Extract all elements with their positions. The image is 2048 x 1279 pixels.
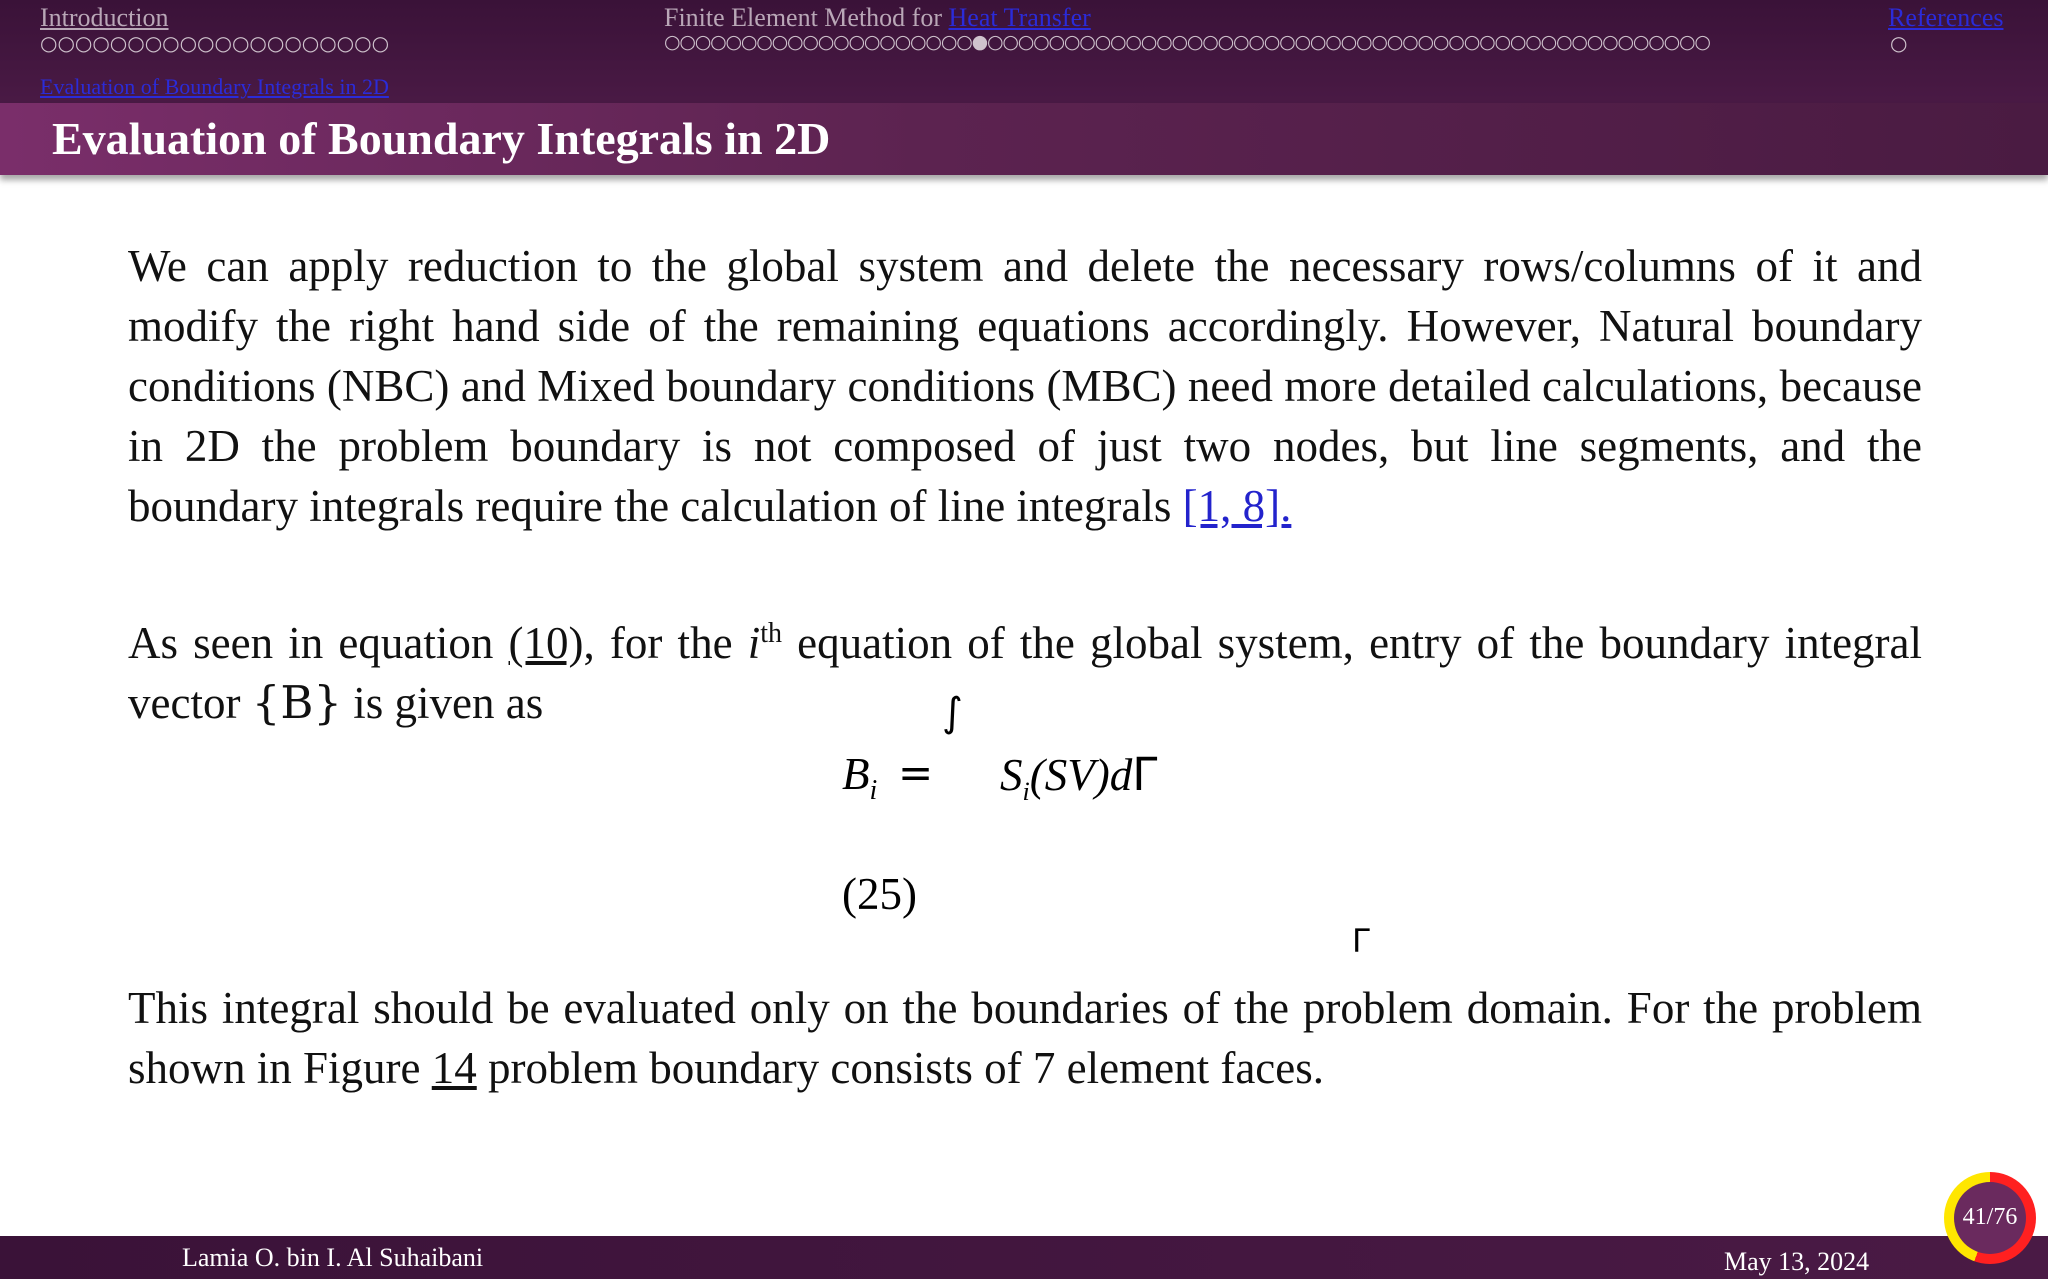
- i-variable: i: [747, 618, 761, 668]
- page-number: 41/76: [1962, 1204, 2018, 1230]
- nav-section-main[interactable]: [664, 3, 1091, 33]
- paragraph-post: is given as: [342, 678, 544, 728]
- vector-b: {B}: [251, 676, 343, 729]
- paragraph-reduction-text: We can apply reduction to the global system and delete the necessary rows/columns of it and modify the right hand side of the remaining equations accordingly. However, Natural boundary conditions (NBC) and Mixed boundary conditions (MBC) need more detailed calculations, because in 2D the problem boundary is not composed of just two nodes, but line segments, and the boundary integrals require the calculation of line integrals: [128, 241, 1922, 531]
- equation-reference-link[interactable]: (10),: [508, 618, 595, 668]
- integrand-subscript: i: [1022, 777, 1030, 806]
- nav-progress-dots-introduction[interactable]: ○○○○○○○○○○○○○○○○○○○○: [40, 31, 390, 55]
- nav-subsection-link[interactable]: Evaluation of Boundary Integrals in 2D: [40, 74, 389, 99]
- paragraph-figure-description: [128, 978, 1922, 1098]
- nav-main-link[interactable]: Heat Transfer: [948, 3, 1091, 32]
- figure-reference-link[interactable]: 14: [431, 1043, 477, 1093]
- footer-date: May 13, 2024: [1724, 1247, 1870, 1276]
- paragraph-boundary-vector: [128, 604, 1922, 733]
- paragraph-reduction: [128, 236, 1922, 536]
- equation-lhs: [842, 748, 877, 807]
- paragraph3-post: problem boundary consists of 7 element faces.: [476, 1043, 1325, 1093]
- gamma-symbol: Γ: [1132, 748, 1158, 801]
- nav-progress-dots-main[interactable]: ○○○○○○○○○○○○○○○○○○○○●○○○○○○○○○○○○○○○○○○○○○○○○○○○○○○○○○○○○○○○○○○○○○○○: [664, 31, 1710, 53]
- nav-progress-dots-references[interactable]: ○: [1890, 31, 1908, 55]
- equation-equals: =: [898, 748, 934, 797]
- paragraph-pre: As seen in equation: [128, 618, 509, 668]
- integrand-rest: (SV)d: [1029, 750, 1133, 800]
- integral-sign: ∫: [942, 690, 963, 736]
- nav-section-introduction[interactable]: Introduction: [40, 3, 169, 32]
- citation-link[interactable]: [1, 8].: [1182, 481, 1292, 531]
- integrand-variable: S: [1000, 750, 1023, 800]
- paragraph-mid2: equation of the global system, entry of the boundary integral vector: [128, 618, 1923, 728]
- integral-lower-limit: Γ: [1352, 922, 1370, 960]
- footer-author: Lamia O. bin I. Al Suhaibani: [182, 1243, 484, 1272]
- paragraph3-pre: This integral should be evaluated only on the boundaries of the problem domain. For the problem shown in Figure: [128, 983, 1922, 1093]
- lhs-subscript: i: [869, 775, 878, 806]
- nav-section-references[interactable]: References: [1888, 3, 2004, 32]
- paragraph-mid1: for the: [594, 618, 748, 668]
- page-number-badge[interactable]: [1944, 1172, 2036, 1264]
- page-title: Evaluation of Boundary Integrals in 2D: [52, 113, 831, 164]
- equation-number: (25): [842, 869, 917, 919]
- equation-rhs: [1000, 748, 1157, 807]
- lhs-variable: B: [842, 749, 870, 799]
- nav-main-prefix: Finite Element Method for: [664, 3, 949, 32]
- th-superscript: th: [760, 618, 782, 649]
